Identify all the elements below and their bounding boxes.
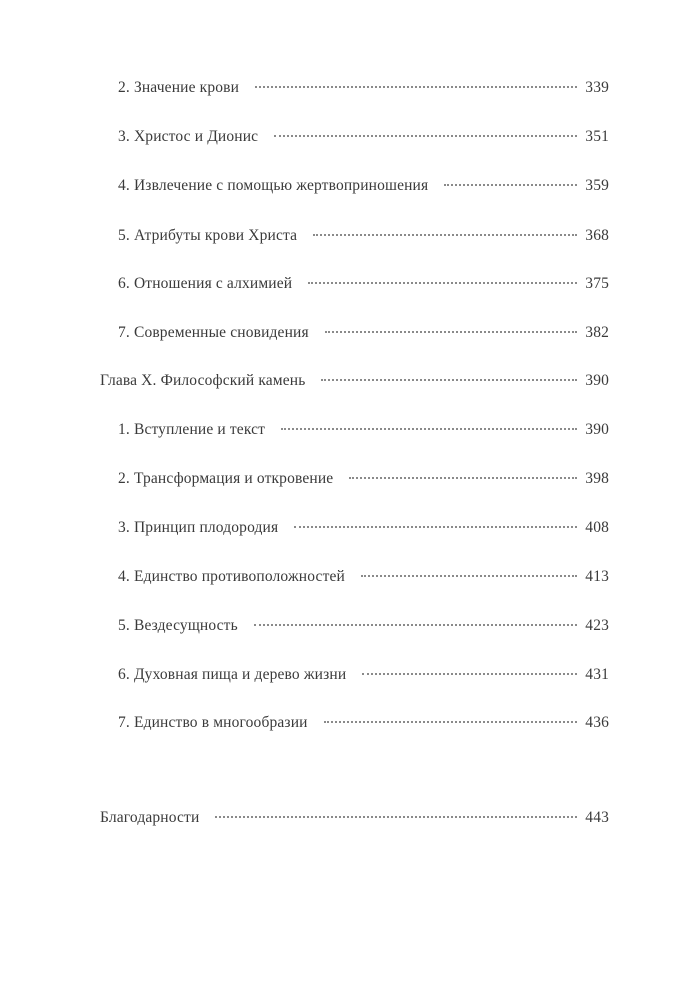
- toc-entry-page: 368: [585, 227, 609, 244]
- dot-leader: [274, 135, 577, 137]
- toc-entry[interactable]: [118, 418, 609, 442]
- toc-entry[interactable]: [118, 467, 609, 491]
- toc-chapter-page: 443: [585, 809, 609, 826]
- toc-entry[interactable]: [118, 663, 609, 687]
- toc-chapter-title: Глава X. Философский камень: [100, 372, 306, 389]
- dot-leader: [313, 234, 577, 236]
- toc-chapter-page: 390: [585, 372, 609, 389]
- dot-leader: [308, 282, 577, 284]
- toc-entry-page: 423: [585, 617, 609, 634]
- dot-leader: [294, 526, 577, 528]
- toc-entry[interactable]: [118, 711, 609, 735]
- toc-entry-title: 4. Извлечение с помощью жертвоприношения: [118, 177, 429, 194]
- toc-entry[interactable]: [118, 125, 609, 149]
- toc-entry-page: 382: [585, 324, 609, 341]
- toc-entry-page: 375: [585, 275, 609, 292]
- dot-leader: [325, 331, 578, 333]
- toc-entry-page: 390: [585, 421, 609, 438]
- dot-leader: [362, 673, 577, 675]
- toc-chapter-entry[interactable]: [100, 806, 609, 830]
- toc-entry-title: 4. Единство противоположностей: [118, 568, 345, 585]
- dot-leader: [255, 86, 577, 88]
- toc-entry-page: 431: [585, 666, 609, 683]
- toc-entry-page: 339: [585, 79, 609, 96]
- toc-entry[interactable]: [118, 272, 609, 296]
- toc-entry-title: 7. Единство в многообразии: [118, 714, 308, 731]
- toc-entry-title: 6. Отношения с алхимией: [118, 275, 293, 292]
- toc-entry-title: 7. Современные сновидения: [118, 324, 309, 341]
- toc-entry[interactable]: [118, 614, 609, 638]
- toc-entry-page: 398: [585, 470, 609, 487]
- toc-entry[interactable]: [118, 321, 609, 345]
- dot-leader: [321, 379, 577, 381]
- toc-entry-title: 2. Трансформация и откровение: [118, 470, 334, 487]
- toc-entry-page: 413: [585, 568, 609, 585]
- toc-entry[interactable]: [118, 516, 609, 540]
- dot-leader: [215, 816, 577, 818]
- dot-leader: [361, 575, 577, 577]
- toc-entry-title: 3. Принцип плодородия: [118, 519, 279, 536]
- toc-entry-page: 436: [585, 714, 609, 731]
- dot-leader: [444, 184, 577, 186]
- toc-chapter-title: Благодарности: [100, 809, 200, 826]
- toc-entry[interactable]: [118, 565, 609, 589]
- toc-entry-title: 5. Атрибуты крови Христа: [118, 227, 298, 244]
- toc-entry-title: 6. Духовная пища и дерево жизни: [118, 666, 347, 683]
- toc-entry-page: 408: [585, 519, 609, 536]
- toc-entry[interactable]: [118, 76, 609, 100]
- toc-entry-title: 2. Значение крови: [118, 79, 240, 96]
- toc-chapter-entry[interactable]: [100, 369, 609, 393]
- dot-leader: [324, 721, 578, 723]
- toc-entry-title: 3. Христос и Дионис: [118, 128, 259, 145]
- toc-entry-page: 351: [585, 128, 609, 145]
- toc-entry-title: 5. Вездесущность: [118, 617, 238, 634]
- toc-entry[interactable]: [118, 174, 609, 198]
- toc-entry-page: 359: [585, 177, 609, 194]
- toc-entry-title: 1. Вступление и текст: [118, 421, 266, 438]
- dot-leader: [254, 624, 577, 626]
- dot-leader: [281, 428, 577, 430]
- toc-entry[interactable]: [118, 224, 609, 248]
- dot-leader: [349, 477, 577, 479]
